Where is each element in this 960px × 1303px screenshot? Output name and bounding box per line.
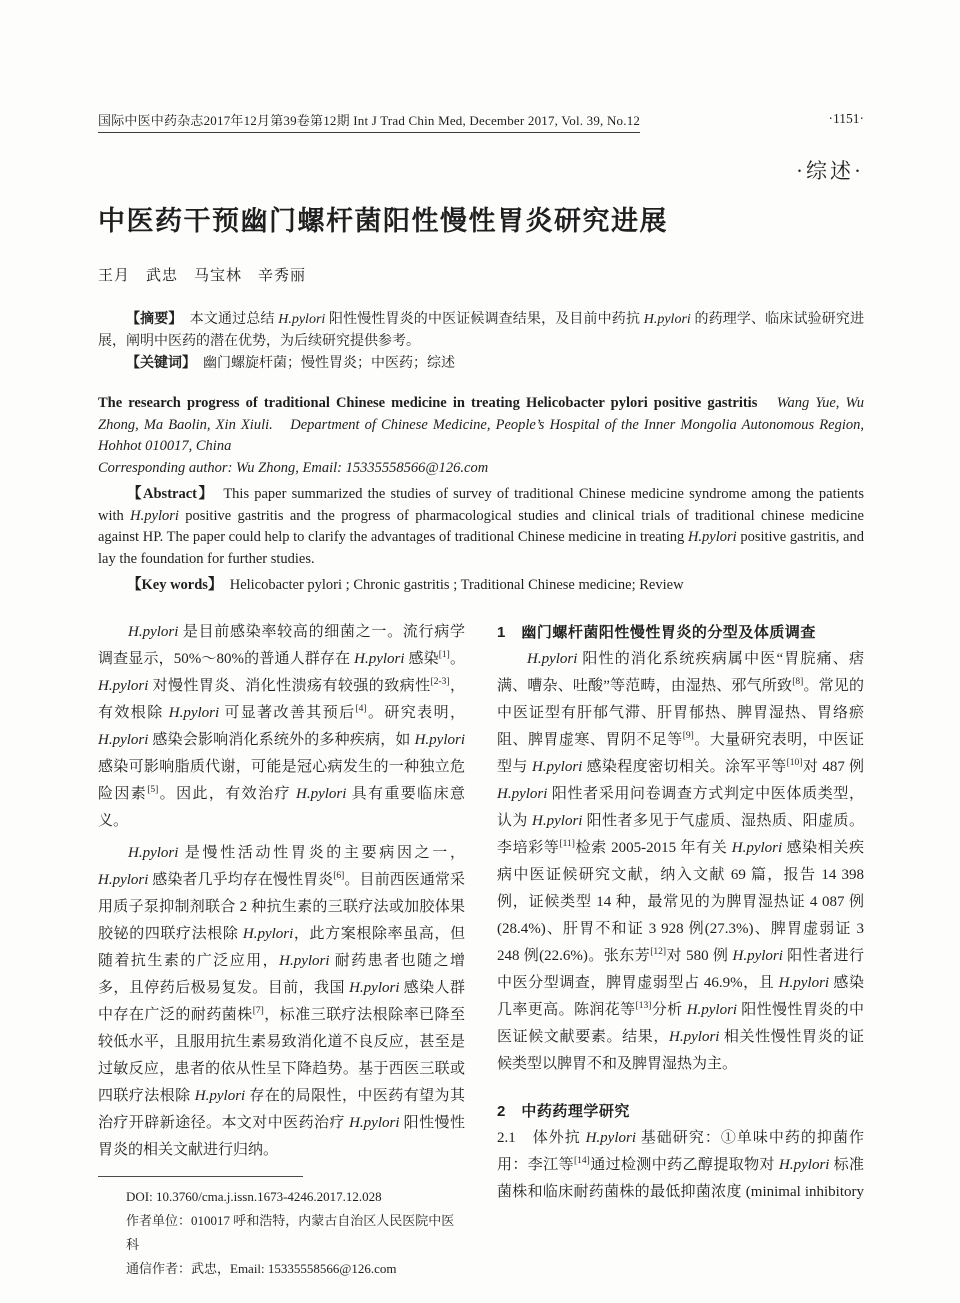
right-column <box>497 619 864 1281</box>
article-category-label: ·综述· <box>796 159 864 183</box>
footnote-affiliation: 作者单位：010017 呼和浩特，内蒙古自治区人民医院中医科 <box>126 1212 455 1252</box>
page-number: ·1151· <box>828 111 864 126</box>
english-abstract-paragraph: 【Abstract】 This paper summarized the studies of survey of traditional Chinese medicine syndrome among the patients with H.pylori positive gastritis and the progress of pharmacological studies and clinical trials of traditional chinese medicine against HP. The paper could help to clarify the advantages of traditional Chinese medicine in treating H.pylori positive gastritis, and lay the foundation for further studies. <box>98 486 864 567</box>
footnote-block <box>98 1176 465 1281</box>
page-header <box>98 0 864 133</box>
section-1-paragraph: H.pylori 阳性的消化系统疾病属中医“胃脘痛、痞满、嘈杂、吐酸”等范畴，由湿热、邪气所致[8]。常见的中医证型有肝郁气滞、肝胃郁热、脾胃湿热、胃络瘀阻、脾胃虚寒、胃阴不足等[9]。大量研究表明，中医证型与 H.pylori 感染程度密切相关。涂军平等[10]对 487 例 H.pylori 阳性者采用问卷调查方式判定中医体质类型，认为 H.pylori 阳性者多见于气虚质、湿热质、阳虚质。李培彩等[11]检索 2005-2015 年有关 H.pylori 感染相关疾病中医证候研究文献，纳入文献 69 篇，报告 14 398 例，证候类型 14 种，最常见的为脾胃湿热证 4 087 例(28.4%)、肝胃不和证 3 928 例(27.3%)、脾胃虚弱证 3 248 例(22.6%)。张东芳[12]对 580 例 H.pylori 阳性者进行中医分型调查，脾胃虚弱型占 46.9%，且 H.pylori 感染几率更高。陈润花等[13]分析 H.pylori 阳性慢性胃炎的中医证候文献要素。结果，H.pylori 相关性慢性胃炎的证候类型以脾胃不和及脾胃湿热为主。 <box>497 650 864 1072</box>
english-title-line: The research progress of traditional Chinese medicine in treating Helicobacter pylori positive gastritis Wang Yue, Wu Zhong, Ma Baolin, Xin Xiuli. Department of Chinese Medicine, People’s Hospital of the Inner Mongolia Autonomous Region, Hohhot 010017, China <box>98 395 865 454</box>
corresponding-author-line: Corresponding author: Wu Zhong, Email: 15335558566@126.com <box>98 459 489 476</box>
page-content <box>98 0 864 1281</box>
body-columns <box>98 619 864 1281</box>
article-title: 中医药干预幽门螺杆菌阳性慢性胃炎研究进展 <box>98 206 668 236</box>
intro-paragraph-1: H.pylori 是目前感染率较高的细菌之一。流行病学调查显示，50%～80%的普通人群存在 H.pylori 感染[1]。H.pylori 对慢性胃炎、消化性溃疡有较强的致病性[2-3]，有效根除 H.pylori 可显著改善其预后[4]。研究表明，H.pylori 感染会影响消化系统外的多种疾病，如 H.pylori 感染可影响脂质代谢，可能是冠心病发生的一种独立危险因素[5]。因此，有效治疗 H.pylori 具有重要临床意义。 <box>98 623 465 829</box>
footnote-divider <box>98 1176 303 1177</box>
footnote-doi: DOI: 10.3760/cma.j.issn.1673-4246.2017.12.028 <box>126 1188 382 1204</box>
chinese-keywords-line: 【关键词】 幽门螺旋杆菌；慢性胃炎；中医药；综述 <box>126 356 455 371</box>
chinese-abstract-paragraph: 【摘要】 本文通过总结 H.pylori 阳性慢性胃炎的中医证候调查结果，及目前中药抗 H.pylori 的药理学、临床试验研究进展，阐明中医药的潜在优势，为后续研究提供参考。 <box>98 312 865 349</box>
left-column <box>98 619 465 1281</box>
english-keywords-line: 【Key words】 Helicobacter pylori ; Chronic gastritis ; Traditional Chinese medicine; Review <box>127 577 684 593</box>
intro-paragraph-2: H.pylori 是慢性活动性胃炎的主要病因之一，H.pylori 感染者几乎均存在慢性胃炎[6]。目前西医通常采用质子泵抑制剂联合 2 种抗生素的三联疗法或加胶体果胶铋的四联疗法根除 H.pylori，此方案根除率虽高，但随着抗生素的广泛应用，H.pylori 耐药患者也随之增多，且停药后极易复发。目前，我国 H.pylori 感染人群中存在广泛的耐药菌株[7]，标准三联疗法根除率已降至较低水平，且服用抗生素易致消化道不良反应，甚至是过敏反应，患者的依从性呈下降趋势。基于西医三联或四联疗法根除 H.pylori 存在的局限性，中医药有望为其治疗开辟新途径。本文对中医药治疗 H.pylori 阳性慢性胃炎的相关文献进行归纳。 <box>98 844 465 1158</box>
journal-citation-line: 国际中医中药杂志2017年12月第39卷第12期 Int J Trad Chin Med, December 2017, Vol. 39, No.12 <box>98 110 640 133</box>
chinese-abstract-block <box>98 309 864 375</box>
english-title-block <box>98 393 864 479</box>
footnote-correspondence: 通信作者：武忠，Email: 15335558566@126.com <box>126 1260 397 1276</box>
authors-line: 王月 武忠 马宝林 辛秀丽 <box>98 268 307 284</box>
section-2-heading: 2 中药药理学研究 <box>497 1102 630 1120</box>
section-2-paragraph: 2.1 体外抗 H.pylori 基础研究：①单味中药的抑菌作用：李江等[14]通过检测中药乙醇提取物对 H.pylori 标准菌株和临床耐药菌株的最低抑菌浓度 (minimal inhibitory <box>497 1129 864 1200</box>
section-1-heading: 1 幽门螺杆菌阳性慢性胃炎的分型及体质调查 <box>497 623 816 641</box>
